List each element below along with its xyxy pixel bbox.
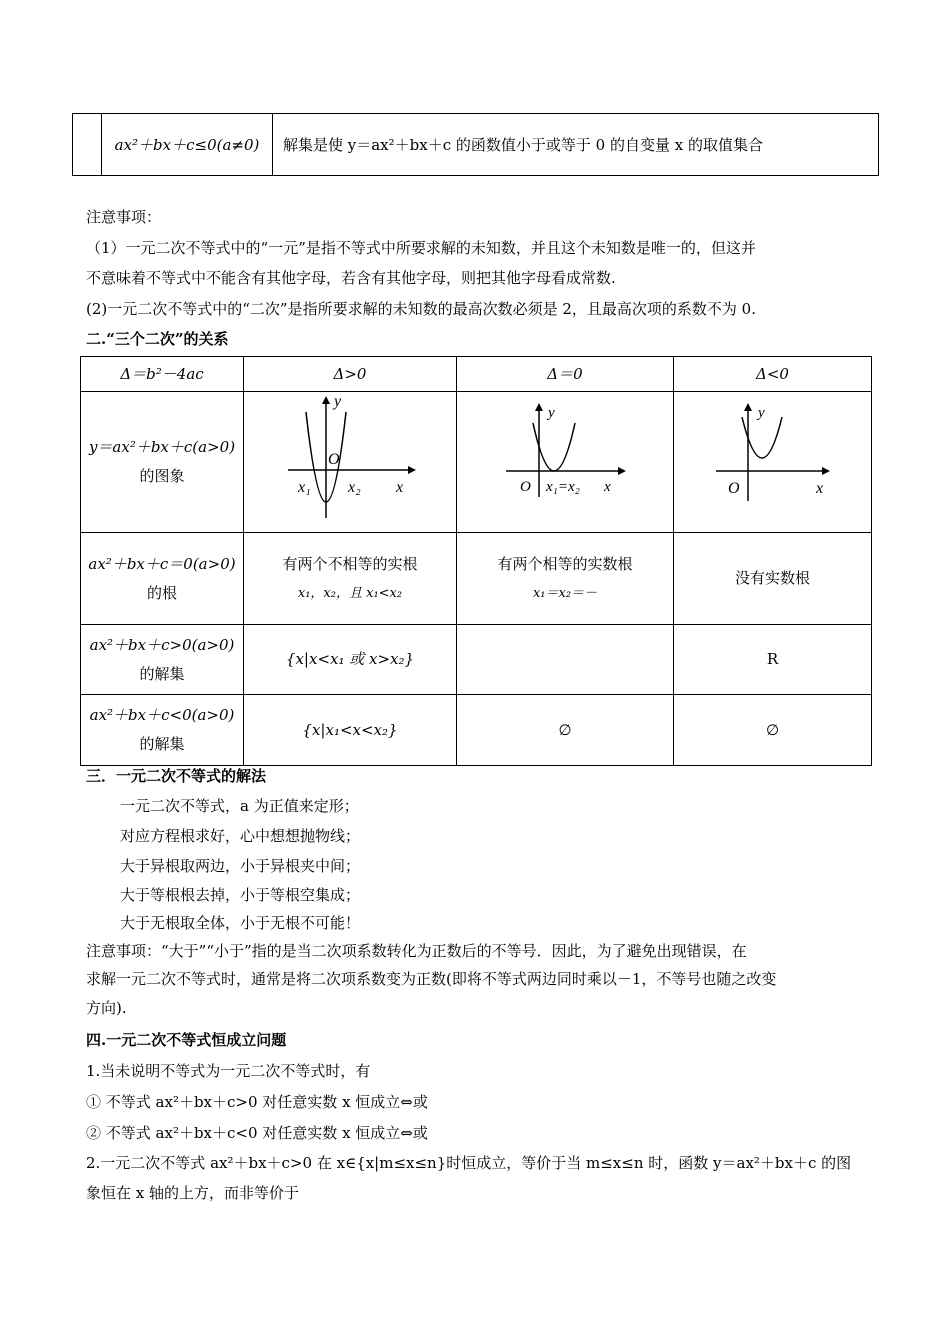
y-axis-arrow [535, 403, 543, 411]
gt-solution-row [81, 625, 872, 695]
x-axis-arrow [822, 467, 830, 475]
section3-note-line3: 方向). [86, 999, 127, 1017]
section4-title: 四.一元二次不等式恒成立问题 [86, 1031, 287, 1049]
mnemonic-line: 对应方程根求好，心中想想抛物线； [120, 827, 361, 845]
roots-positive-line1: 有两个不相等的实根 [282, 554, 418, 573]
graph-zero-cell [457, 392, 674, 533]
notes-p2: (2)一元二次不等式中的“二次”是指所要求解的未知数的最高次数必须是 2，且最高次项的系数不为 0. [86, 300, 756, 318]
roots-zero-cell [457, 533, 674, 625]
gt-zero-cell [457, 625, 674, 695]
section4-line5: 象恒在 x 轴的上方，而非等价于 [86, 1184, 299, 1202]
graph-negative-cell [674, 392, 872, 533]
roots-row-label [81, 533, 244, 625]
notes-p1-line2: 不意味着不等式中不能含有其他字母，若含有其他字母，则把其他字母看成常数. [86, 269, 616, 287]
lt-row-label [81, 695, 244, 766]
x1-label: x₁ [298, 479, 311, 496]
gt-row-label-text: 的解集 [139, 664, 185, 683]
roots-row-label-text: 的根 [146, 583, 177, 602]
lt-row-label-text: 的解集 [139, 735, 185, 753]
roots-positive-line2: x₁，x₂，且 x₁<x₂ [297, 585, 403, 601]
y-axis-arrow [322, 396, 330, 404]
x-axis-arrow [618, 467, 626, 475]
top-table-desc: 解集是使 y＝ax²＋bx＋c 的函数值小于或等于 0 的自变量 x 的取值集合 [273, 114, 879, 176]
lt-zero-cell: ∅ [457, 695, 674, 766]
gt-row-label-expr: ax²＋bx＋c>0(a>0) [89, 635, 235, 654]
mnemonic-line: 一元二次不等式，a 为正值来定形； [120, 797, 359, 815]
roots-negative-cell: 没有实数根 [674, 533, 872, 625]
y-axis-arrow [744, 403, 752, 411]
roots-positive-cell [244, 533, 457, 625]
graph-positive-cell [244, 392, 457, 533]
x-label: x [396, 479, 404, 496]
mnemonic-line: 大于异根取两边，小于异根夹中间； [120, 857, 361, 875]
section3-note-line2: 求解一元二次不等式时，通常是将二次项系数变为正数(即将不等式两边同时乘以－1，不等号也随之改变 [86, 970, 777, 988]
notes-p1-line1: （1）一元二次不等式中的“一元”是指不等式中所要求解的未知数，并且这个未知数是唯一的，但这并 [86, 239, 756, 257]
origin-label: O [727, 480, 740, 497]
header-positive: Δ>0 [244, 357, 457, 392]
section4-line2: ① 不等式 ax²＋bx＋c>0 对任意实数 x 恒成立⇔或 [86, 1093, 428, 1111]
y-label: y [334, 393, 342, 410]
gt-row-label [81, 625, 244, 695]
graph-row-label-expr: y＝ax²＋bx＋c(a>0) [88, 438, 236, 456]
graph-row-label-text: 的图象 [139, 467, 185, 485]
top-table [72, 113, 879, 176]
roots-row-label-expr: ax²＋bx＋c＝0(a>0) [88, 554, 236, 573]
lt-negative-cell: ∅ [674, 695, 872, 766]
section4-line4: 2.一元二次不等式 ax²＋bx＋c>0 在 x∈{x|m≤x≤n}时恒成立，等价于当 m≤x≤n 时，函数 y＝ax²＋bx＋c 的图 [86, 1154, 852, 1172]
section4-line1: 1.当未说明不等式为一元二次不等式时，有 [86, 1062, 371, 1080]
table-header-row [81, 357, 872, 392]
y-label: y [548, 405, 555, 421]
top-table-empty-cell [73, 114, 102, 176]
three-quadratics-table [80, 356, 872, 766]
gt-negative-cell: R [674, 625, 872, 695]
section2-title: 二.“三个二次”的关系 [86, 330, 229, 348]
roots-row [81, 533, 872, 625]
section3-note-line1: 注意事项：“大于”“小于”指的是当二次项系数转化为正数后的不等号．因此，为了避免出现错误，在 [86, 942, 747, 960]
header-negative: Δ<0 [674, 357, 872, 392]
graph-row-label [81, 392, 244, 533]
lt-row-label-expr: ax²＋bx＋c<0(a>0) [89, 706, 235, 724]
lt-solution-row [81, 695, 872, 766]
roots-zero-line1: 有两个相等的实数根 [497, 554, 633, 573]
x1x2-label: x₁=x₂ [546, 479, 580, 495]
top-table-expr: ax²＋bx＋c≤0(a≠0) [102, 114, 273, 176]
x-label: x [604, 479, 611, 495]
parabola-no-root-graph [708, 397, 838, 517]
lt-positive-cell: {x|x₁<x<x₂} [244, 695, 457, 766]
x2-label: x₂ [348, 479, 361, 496]
section3-title: 三．一元二次不等式的解法 [86, 767, 267, 785]
notes-title: 注意事项： [86, 208, 162, 226]
mnemonic-line: 大于等根根去掉，小于等根空集成； [120, 886, 361, 904]
mnemonic-line: 大于无根取全体，小于无根不可能！ [120, 914, 361, 932]
origin-label: O [328, 451, 340, 468]
gt-positive-cell: {x|x<x₁ 或 x>x₂} [244, 625, 457, 695]
x-axis-arrow [408, 466, 416, 474]
x-label: x [815, 480, 823, 497]
y-label: y [757, 405, 765, 421]
roots-zero-line2: x₁＝x₂＝－ [532, 585, 598, 601]
header-discriminant: Δ＝b²－4ac [81, 357, 244, 392]
graph-row [81, 392, 872, 533]
parabola-double-root-graph [500, 397, 630, 517]
header-zero: Δ＝0 [457, 357, 674, 392]
origin-label: O [520, 479, 531, 495]
parabola-two-roots-graph [280, 392, 420, 522]
section4-line3: ② 不等式 ax²＋bx＋c<0 对任意实数 x 恒成立⇔或 [86, 1124, 428, 1142]
